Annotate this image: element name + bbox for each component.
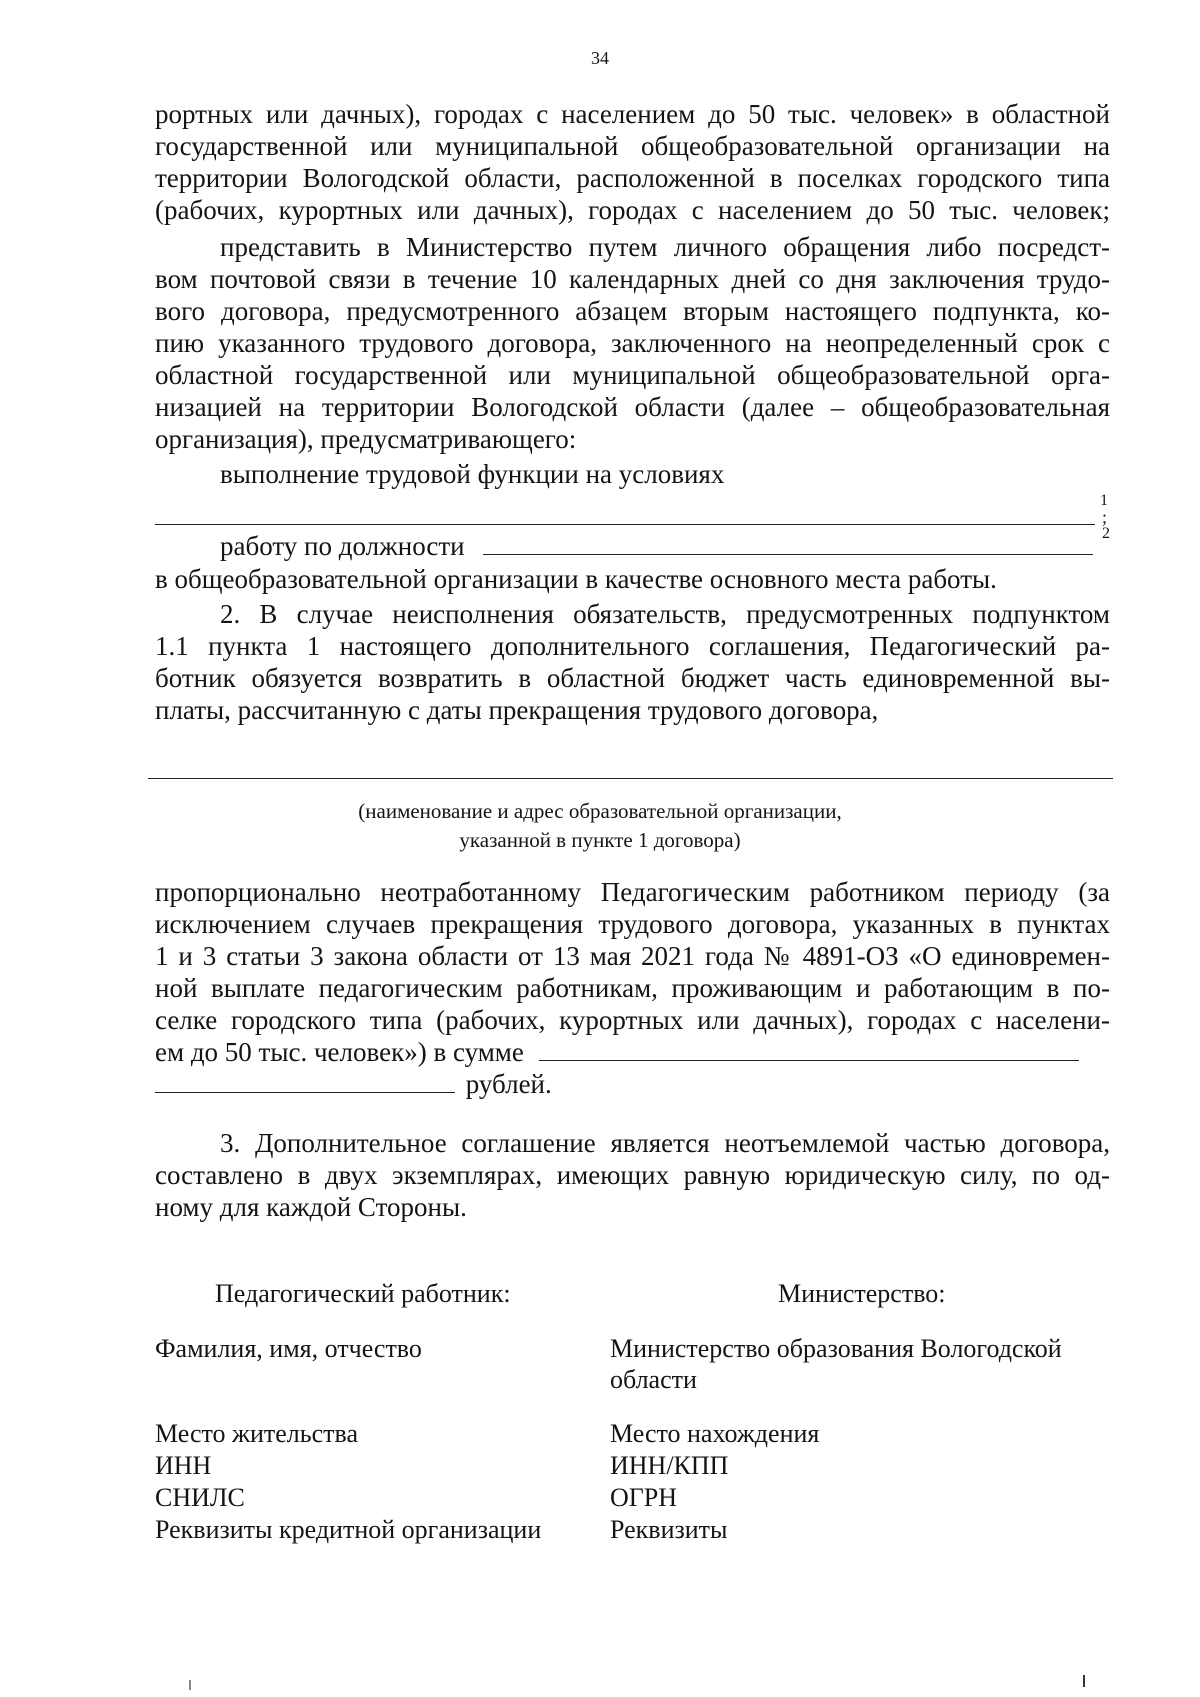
text-line: (рабочих, курортных или дачных), городах с населением до 50 тыс. человек; (155, 195, 1110, 225)
party-detail-left: Реквизиты кредитной организации (155, 1515, 542, 1544)
footnote-mark: 2 (1102, 525, 1110, 542)
text-line: представить в Министерство путем личного обращения либо посредст- (220, 232, 1110, 262)
text-line: 3. Дополнительное соглашение является неотъемлемой частью договора, (220, 1128, 1110, 1158)
text-line: ной выплате педагогическим работникам, проживающим и работающим в по- (155, 973, 1110, 1003)
text-line: 2. В случае неисполнения обязательств, предусмотренных подпунктом (220, 599, 1110, 629)
text-line: пию указанного трудового договора, заключенного на неопределенный срок с (155, 328, 1110, 358)
party-header-right: Министерство: (778, 1279, 946, 1308)
party-detail-left: СНИЛС (155, 1483, 245, 1512)
position-blank (483, 532, 1093, 555)
rubles-label: рублей. (465, 1069, 552, 1099)
blank-rule (155, 524, 1095, 525)
party-detail-left: ИНН (155, 1451, 212, 1480)
text-line: составлено в двух экземплярах, имеющих равную юридическую силу, по од- (155, 1160, 1110, 1190)
text-line: территории Вологодской области, расположенной в поселках городского типа (155, 163, 1110, 193)
text-line: в общеобразовательной организации в качестве основного места работы. (155, 564, 997, 594)
blank-rule (148, 778, 1113, 779)
party-name-right: области (610, 1365, 697, 1394)
party-detail-right: Реквизиты (610, 1515, 728, 1544)
scan-speck (189, 1680, 191, 1690)
text-line: 1.1 пункта 1 настоящего дополнительного соглашения, Педагогический ра- (155, 631, 1110, 661)
party-header-left: Педагогический работник: (215, 1279, 511, 1308)
text-line: платы, рассчитанную с даты прекращения трудового договора, (155, 695, 879, 725)
party-detail-right: ИНН/КПП (610, 1451, 729, 1480)
footnote-caption: (наименование и адрес образовательной организации, (358, 799, 842, 823)
text-line: вом почтовой связи в течение 10 календарных дней со дня заключения трудо- (155, 264, 1110, 294)
text-line: селке городского типа (рабочих, курортных или дачных), городах с населени- (155, 1005, 1110, 1035)
position-label: работу по должности (220, 531, 465, 561)
text-line: областной государственной или муниципальной общеобразовательной орга- (155, 360, 1110, 390)
sum-label: ем до 50 тыс. человек») в сумме (155, 1037, 524, 1067)
sum-blank (155, 1070, 455, 1093)
text-line: рортных или дачных), городах с населением до 50 тыс. человек» в областной (155, 99, 1110, 129)
page-number: 34 (591, 48, 609, 68)
text-line: вого договора, предусмотренного абзацем вторым настоящего подпункта, ко- (155, 296, 1110, 326)
text-line: 1 и 3 статьи 3 закона области от 13 мая 2021 года № 4891-ОЗ «О единовремен- (155, 941, 1110, 971)
text-line: исключением случаев прекращения трудового договора, указанных в пунктах (155, 909, 1110, 939)
rubles-line (155, 1068, 1110, 1100)
position-line (220, 530, 1110, 562)
text-line: низацией на территории Вологодской области (далее – общеобразовательная (155, 392, 1110, 422)
text-line: ботник обязуется возвратить в областной бюджет часть единовременной вы- (155, 663, 1110, 693)
text-line: организация), предусматривающего: (155, 424, 577, 454)
party-detail-right: ОГРН (610, 1483, 678, 1512)
sum-line (155, 1036, 1110, 1068)
text-line: государственной или муниципальной общеобразовательной организации на (155, 131, 1110, 161)
condition-line: выполнение трудовой функции на условиях (220, 459, 725, 489)
party-name-right: Министерство образования Вологодской (610, 1334, 1062, 1363)
semicolon: ; (1102, 507, 1108, 527)
text-line: пропорционально неотработанному Педагогическим работником периоду (за (155, 877, 1110, 907)
text-line: ному для каждой Стороны. (155, 1192, 467, 1222)
party-detail-right: Место нахождения (610, 1419, 820, 1448)
footnote-caption: указанной в пункте 1 договора) (459, 828, 741, 852)
scan-speck (1083, 1675, 1085, 1687)
party-detail-left: Место жительства (155, 1419, 359, 1448)
sum-blank (539, 1038, 1079, 1061)
party-name-left: Фамилия, имя, отчество (155, 1334, 422, 1363)
footnote-mark: 1 (1100, 492, 1108, 509)
